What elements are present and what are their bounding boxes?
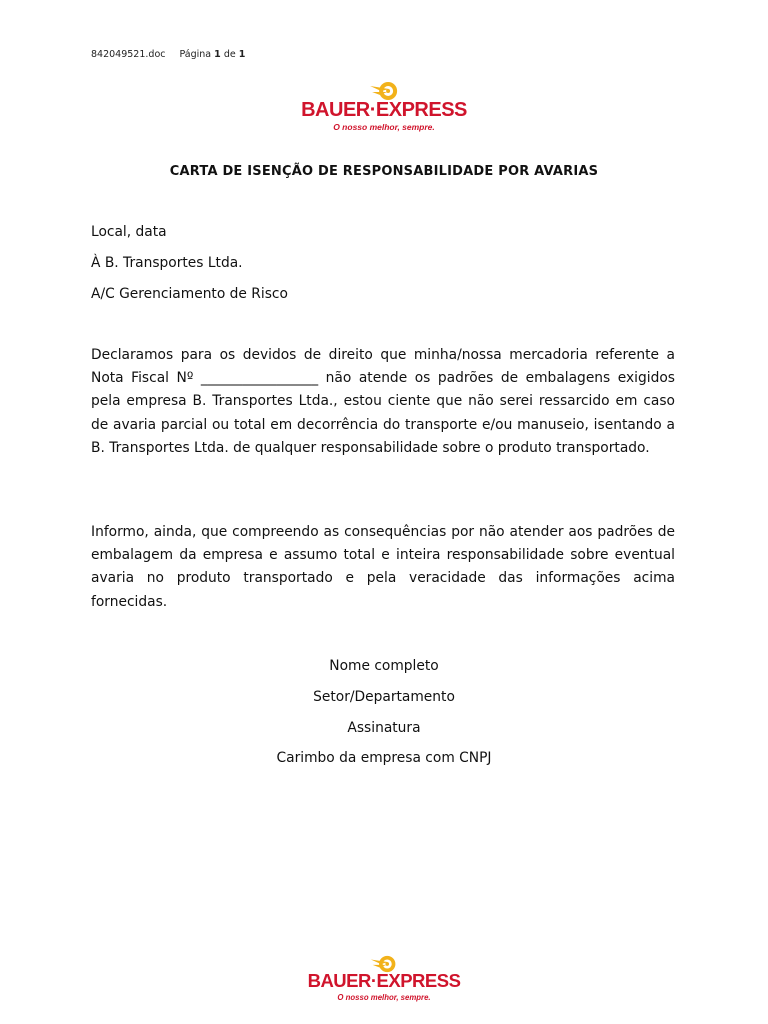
page-header <box>91 49 245 60</box>
company-logo <box>301 80 467 132</box>
brand-wordmark: BAUER·EXPRESS <box>301 99 467 121</box>
document-filename: 842049521.doc <box>91 49 166 60</box>
page-current: 1 <box>214 49 221 60</box>
attention-line: A/C Gerenciamento de Risco <box>91 286 288 302</box>
brand-tagline: O nosso melhor, sempre. <box>333 122 435 132</box>
page-of-label: de <box>223 49 236 60</box>
page-label: Página <box>179 49 212 60</box>
body-paragraph-1: Declaramos para os devidos de direito que minha/nossa mercadoria referente a Nota Fiscal Nº _________________ não atende os padrões de embalagens exigidos pela empresa B. Transportes Ltda., estou ciente que não serei ressarcido em caso de avaria parcial ou total em decorrência do transporte e/ou manuseio, isentando a B. Transportes Ltda. de qualquer responsabilidade sobre o produto transportado. <box>91 347 675 456</box>
document-title: CARTA DE ISENÇÃO DE RESPONSABILIDADE POR AVARIAS <box>169 164 599 179</box>
footer-brand-tagline: O nosso melhor, sempre. <box>337 992 431 1002</box>
recipient-line: À B. Transportes Ltda. <box>91 255 243 271</box>
body-paragraph-2: Informo, ainda, que compreendo as consequências por não atender aos padrões de embalagem da empresa e assumo total e inteira responsabilidade sobre eventual avaria no produto transportado e pela veracidade das informações acima fornecidas. <box>91 524 675 610</box>
footer-logo <box>308 954 461 1001</box>
place-date-line: Local, data <box>91 224 167 240</box>
signature-full-name: Nome completo <box>329 658 439 674</box>
page-total: 1 <box>238 49 246 60</box>
signature-line: Assinatura <box>347 720 421 736</box>
signature-stamp: Carimbo da empresa com CNPJ <box>276 750 492 766</box>
footer-brand-wordmark: BAUER·EXPRESS <box>307 970 461 991</box>
signature-department: Setor/Departamento <box>313 689 455 705</box>
